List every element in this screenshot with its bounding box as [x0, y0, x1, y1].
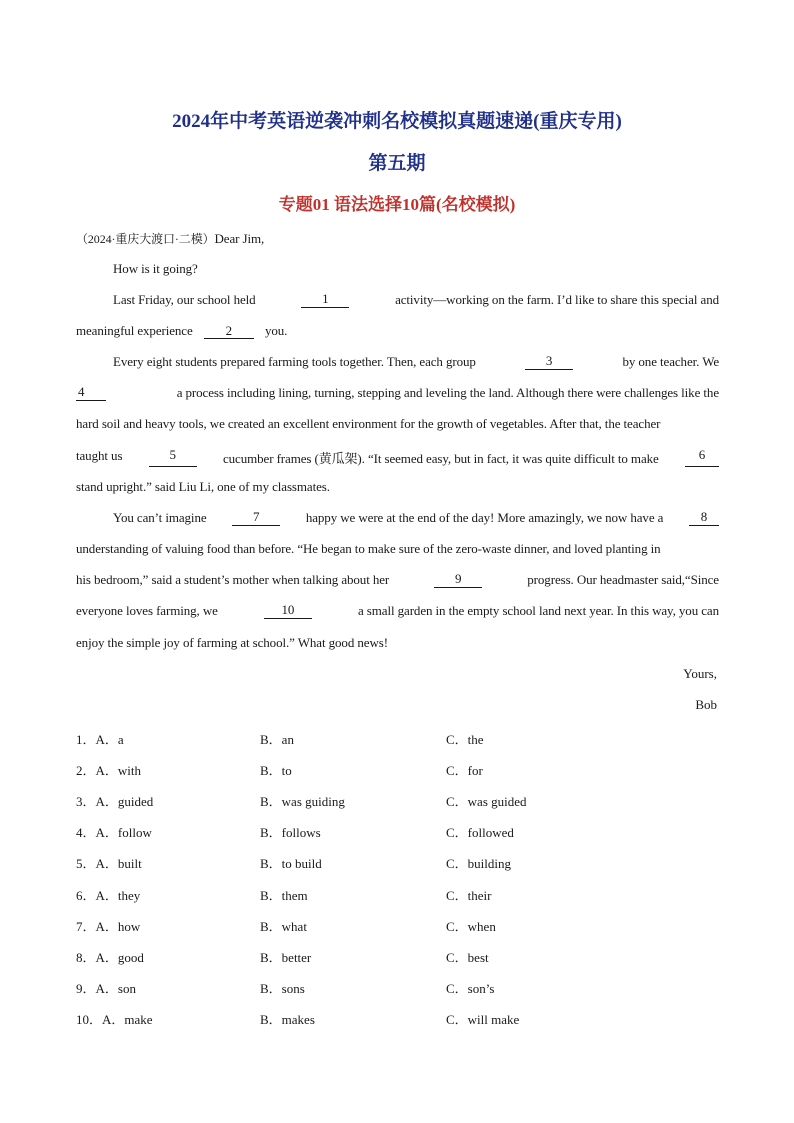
question-6-option-a: 6．A．they — [76, 887, 141, 903]
question-5-option-c: C．building — [446, 856, 512, 872]
question-1-option-b: B．an — [260, 732, 294, 747]
question-9-option-a: 9．A．son — [76, 980, 136, 996]
question-6-option-c: C．their — [446, 887, 492, 903]
question-3-option-c: C．was guided — [446, 794, 527, 810]
blank-5: 5 — [149, 448, 197, 467]
question-2-option-b: B．to — [260, 763, 292, 779]
topic-heading: 专题01 语法选择10篇(名校模拟) — [278, 195, 516, 214]
paragraph-0: How is it going? — [113, 261, 198, 276]
greeting: Dear Jim, — [214, 231, 265, 246]
issue-label: 第五期 — [368, 153, 426, 174]
question-9-option-c: C．son’s — [446, 980, 495, 996]
letter-source-line — [76, 230, 719, 247]
question-2-option-a: 2．A．with — [76, 763, 142, 779]
question-8-option-c: C．best — [446, 949, 489, 965]
blank-9: 9 — [434, 572, 482, 588]
question-3-option-a: 3．A．guided — [76, 794, 154, 810]
question-10-option-b: B．makes — [260, 1011, 315, 1027]
question-2-option-c: C．for — [446, 763, 483, 779]
blank-7: 7 — [232, 510, 280, 526]
question-4-option-c: C．followed — [446, 825, 514, 841]
letter-line: everyone loves farming, we 10 a small garden in the empty school land next year. In this way, you can — [76, 602, 719, 618]
letter-line: understanding of valuing food than before. “He began to make sure of the zero-waste dinner, and loved planting in — [76, 541, 661, 556]
question-7-option-c: C．when — [446, 918, 496, 934]
question-9-option-b: B．sons — [260, 980, 305, 996]
letter-line: enjoy the simple joy of farming at school.” What good news! — [76, 635, 388, 650]
question-4-option-b: B．follows — [260, 825, 321, 841]
blank-3: 3 — [525, 354, 573, 370]
question-1-option-a: 1．A．a — [76, 732, 124, 747]
blank-10: 10 — [264, 603, 312, 619]
question-8-option-b: B．better — [260, 949, 312, 965]
closing: Yours, — [683, 666, 717, 681]
letter-line: hard soil and heavy tools, we created an excellent environment for the growth of vegetables. After that, the teacher — [76, 416, 661, 431]
letter-line: meaningful experience 2 you. — [76, 323, 288, 338]
question-8-option-a: 8．A．good — [76, 949, 144, 965]
question-7-option-b: B．what — [260, 918, 307, 934]
blank-1: 1 — [301, 292, 349, 308]
question-1-option-c: C．the — [446, 732, 484, 747]
question-4-option-a: 4．A．follow — [76, 825, 152, 841]
question-3-option-b: B．was guiding — [260, 794, 345, 810]
blank-4: 4 — [76, 385, 106, 401]
question-5-option-a: 5．A．built — [76, 856, 142, 872]
question-10-option-a: 10．A．make — [76, 1011, 153, 1027]
letter-line: stand upright.” said Liu Li, one of my classmates. — [76, 479, 330, 494]
blank-2: 2 — [204, 324, 254, 339]
signature: Bob — [695, 697, 717, 712]
source-tag: （2024·重庆大渡口·二模） — [76, 232, 215, 246]
question-5-option-b: B．to build — [260, 856, 322, 872]
blank-6: 6 — [685, 448, 719, 467]
blank-8: 8 — [689, 510, 719, 526]
letter-line: Last Friday, our school held 1 activity—working on the farm. I’d like to share this special and — [113, 291, 719, 307]
question-6-option-b: B．them — [260, 887, 308, 903]
question-10-option-c: C．will make — [446, 1011, 520, 1027]
letter-line: You can’t imagine 7 happy we were at the end of the day! More amazingly, we now have a 8 — [113, 510, 719, 526]
letter-line: 4 a process including lining, turning, stepping and leveling the land. Although there were challenges like the — [78, 384, 719, 400]
letter-line: taught us 5 cucumber frames (黄瓜架). “It seemed easy, but in fact, it was quite difficult to make 6 — [76, 448, 719, 467]
letter-line: his bedroom,” said a student’s mother when talking about her 9 progress. Our headmaster said,“Since — [76, 571, 719, 587]
question-7-option-a: 7．A．how — [76, 918, 141, 934]
document-title: 2024年中考英语逆袭冲刺名校模拟真题速递(重庆专用) — [172, 111, 622, 132]
letter-line: Every eight students prepared farming tools together. Then, each group 3 by one teacher. We — [113, 353, 719, 369]
